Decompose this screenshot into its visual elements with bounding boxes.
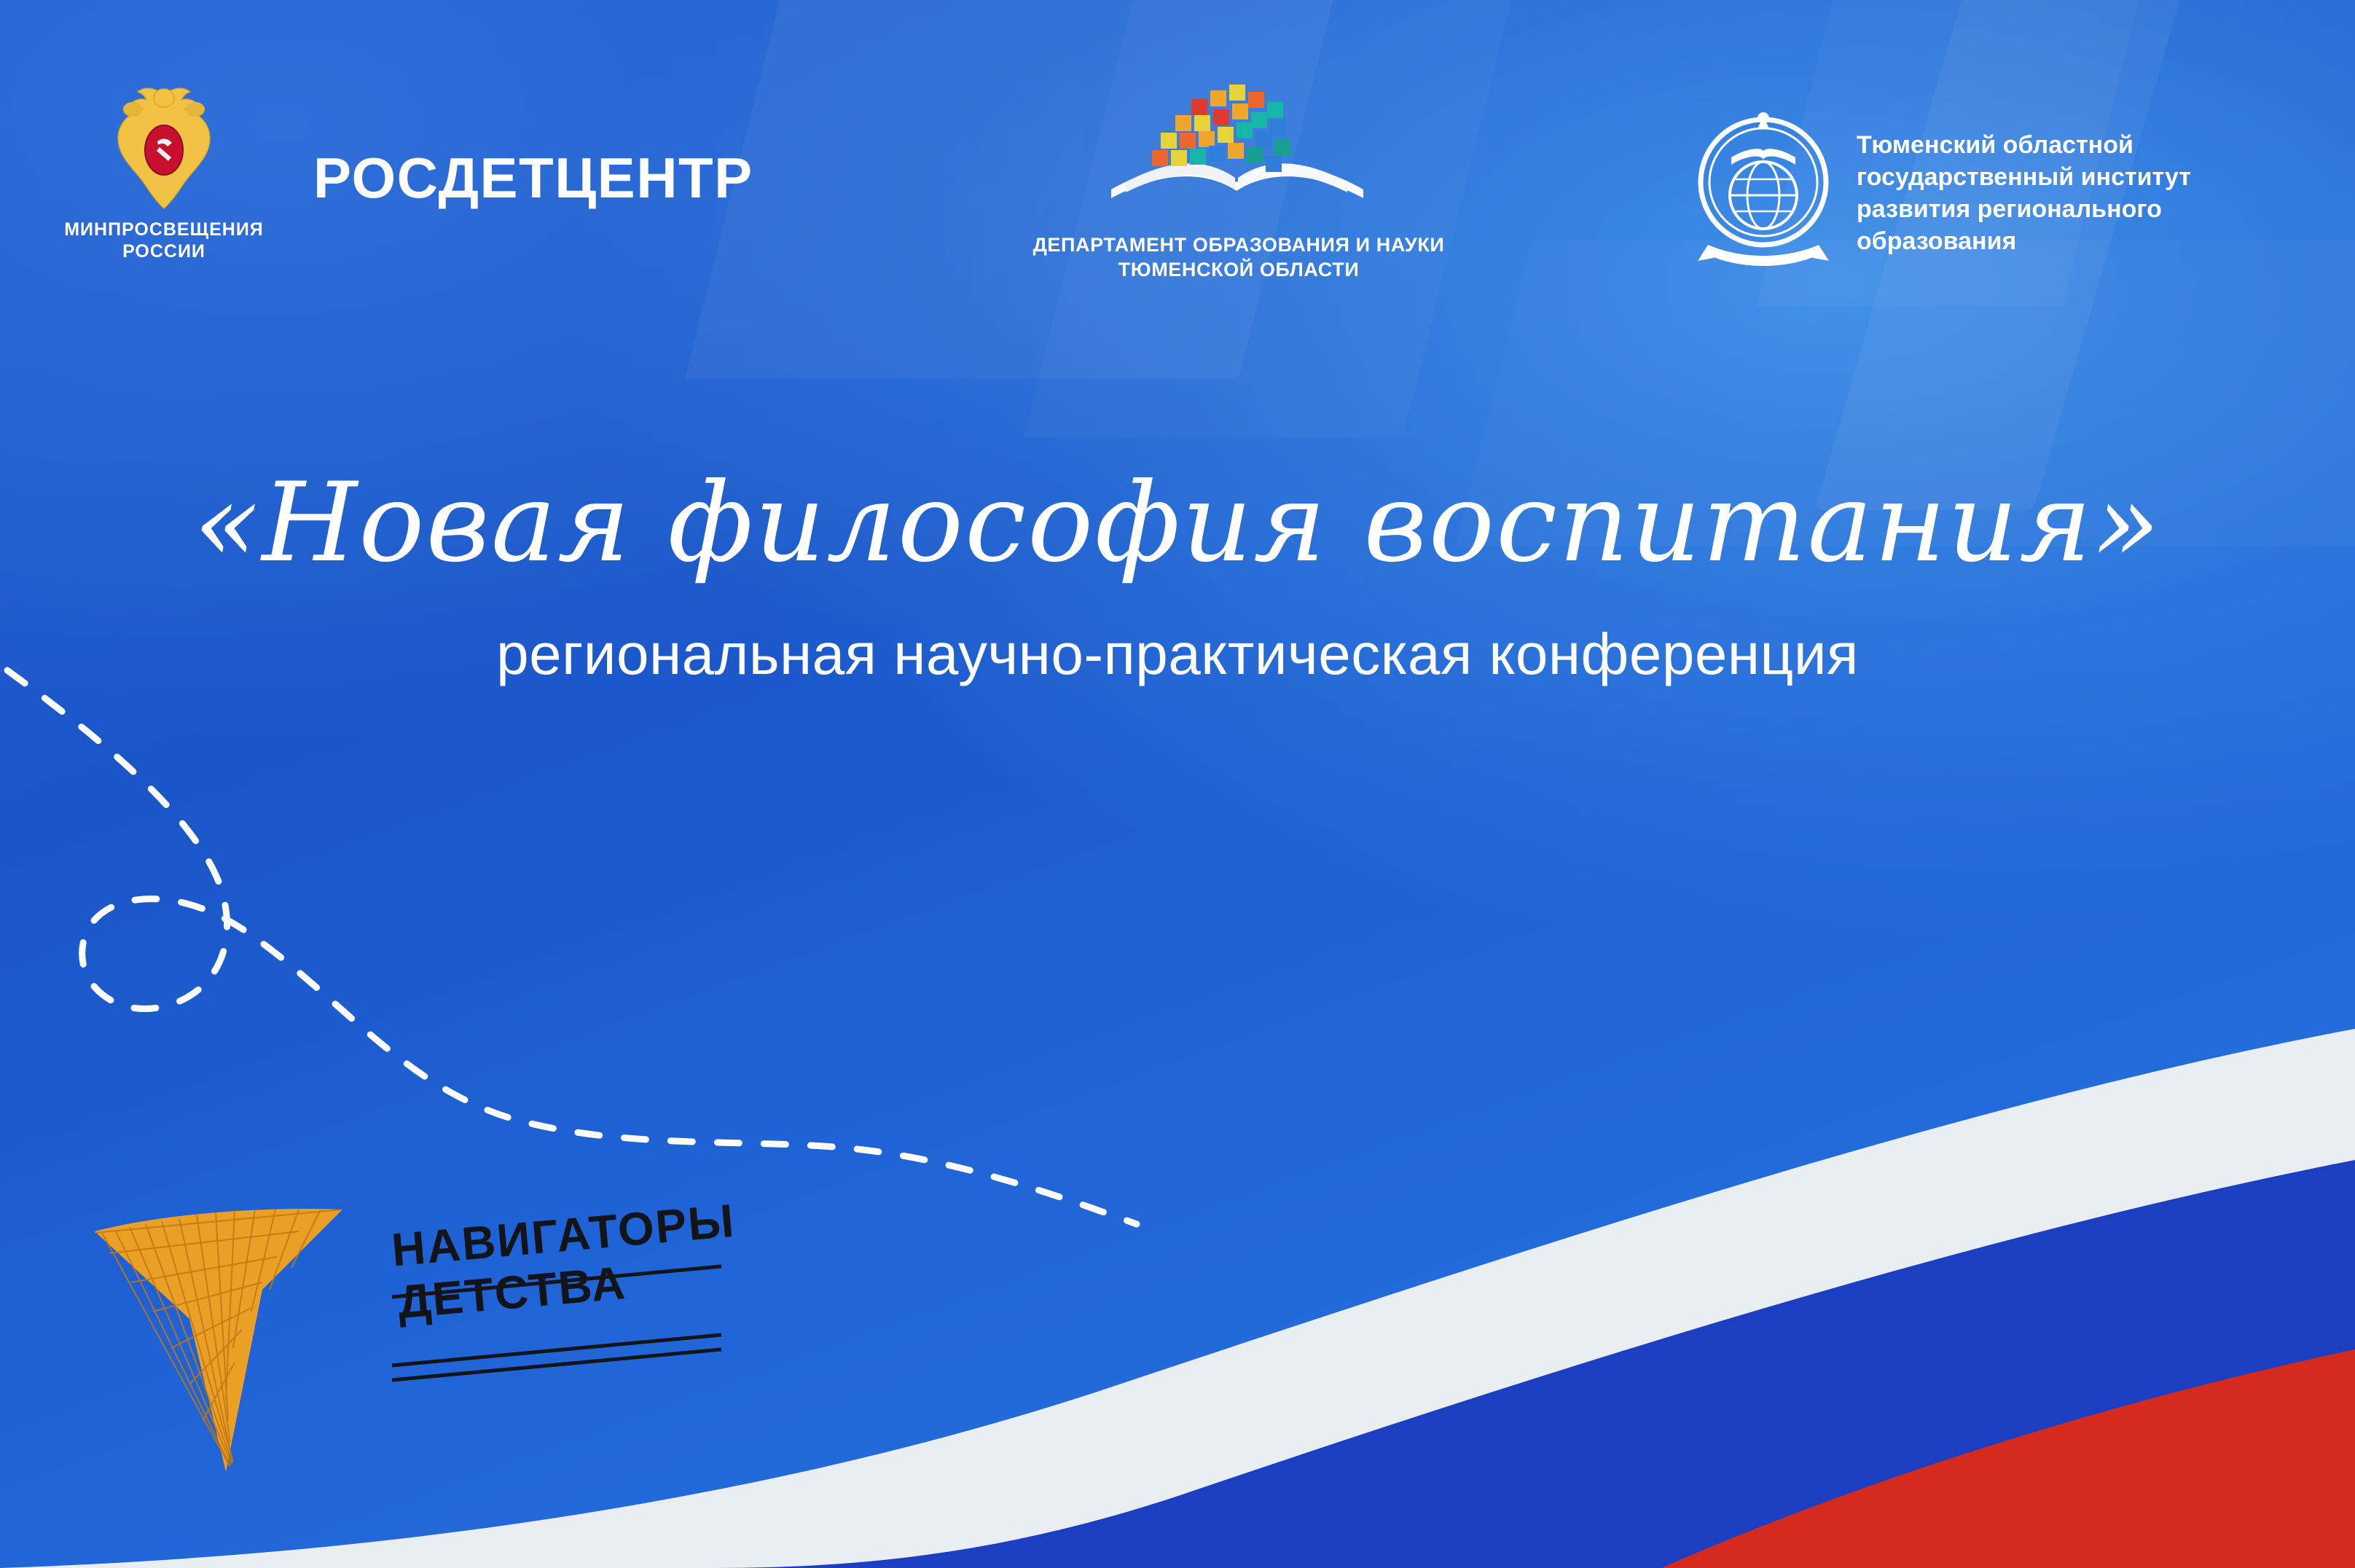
logo-rosdetcentr: [313, 146, 753, 210]
logo-togirro: [1690, 109, 2191, 277]
page-subtitle: региональная научно-практическая конференция: [496, 621, 1859, 686]
page-title: «Новая философия воспитания»: [193, 460, 2162, 587]
caption-line: РОССИИ: [122, 241, 205, 262]
rosdetcentr-wordmark: РОСДЕТЦЕНТР: [313, 146, 753, 210]
logo-department-caption: [1033, 233, 1445, 283]
caption-line: государственный институт: [1857, 162, 2192, 191]
open-book-pixel-bird-icon: [1082, 80, 1395, 226]
caption-line: ТЮМЕНСКОЙ ОБЛАСТИ: [1118, 258, 1360, 281]
navigators-line-1: НАВИГАТОРЫ: [389, 1193, 737, 1277]
navigators-line-2: ДЕТСТВА: [395, 1255, 629, 1328]
logo-togirro-caption: [1857, 129, 2191, 258]
double-headed-eagle-crest-icon: [87, 80, 240, 211]
caption-line: Тюменский областной: [1857, 130, 2133, 159]
caption-line: МИНПРОСВЕЩЕНИЯ: [64, 219, 264, 240]
navigators-underline-icon: [386, 1202, 765, 1392]
caption-line: ДЕПАРТАМЕНТ ОБРАЗОВАНИЯ И НАУКИ: [1032, 234, 1445, 256]
logo-minprosveshcheniya-caption: [64, 219, 264, 262]
logo-minprosveshcheniya: [58, 80, 270, 262]
globe-book-emblem-icon: [1690, 109, 1836, 277]
logo-row: [0, 0, 2355, 335]
caption-line: развития регионального: [1857, 195, 2162, 223]
logo-department-of-education: [998, 80, 1479, 283]
caption-line: образования: [1857, 227, 2017, 256]
logo-navigators-of-childhood: [80, 1180, 736, 1486]
orange-paper-plane-icon: [80, 1180, 415, 1472]
